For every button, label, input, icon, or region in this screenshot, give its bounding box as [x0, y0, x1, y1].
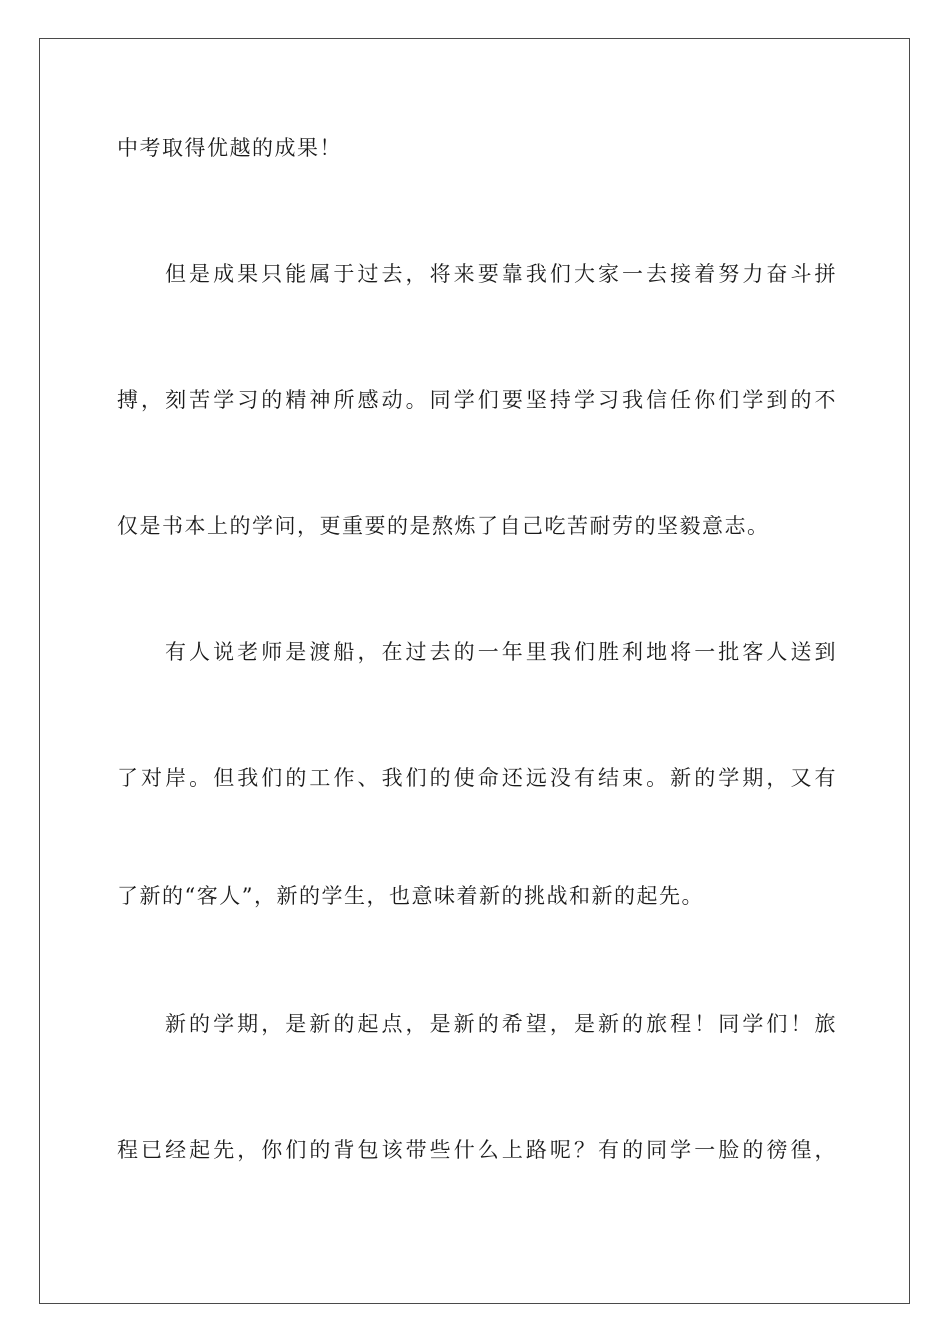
paragraph-line: 仅是书本上的学问，更重要的是熬炼了自己吃苦耐劳的坚毅意志。: [117, 514, 770, 538]
paragraph-line: 程已经起先，你们的背包该带些什么上路呢？有的同学一脸的徬徨，: [117, 1138, 837, 1162]
paragraph-line: 了新的“客人”，新的学生，也意味着新的挑战和新的起先。: [117, 884, 704, 908]
paragraph-line: 了对岸。但我们的工作、我们的使命还远没有结束。新的学期，又有: [117, 766, 837, 790]
paragraph-line: 中考取得优越的成果！: [117, 136, 342, 160]
paragraph-line: 但是成果只能属于过去，将来要靠我们大家一去接着努力奋斗拼: [165, 262, 837, 286]
paragraph-line: 有人说老师是渡船，在过去的一年里我们胜利地将一批客人送到: [165, 640, 837, 664]
paragraph-line: 新的学期，是新的起点，是新的希望，是新的旅程！同学们！旅: [165, 1012, 837, 1036]
page-border: [39, 38, 910, 1304]
paragraph-line: 搏，刻苦学习的精神所感动。同学们要坚持学习我信任你们学到的不: [117, 388, 837, 412]
